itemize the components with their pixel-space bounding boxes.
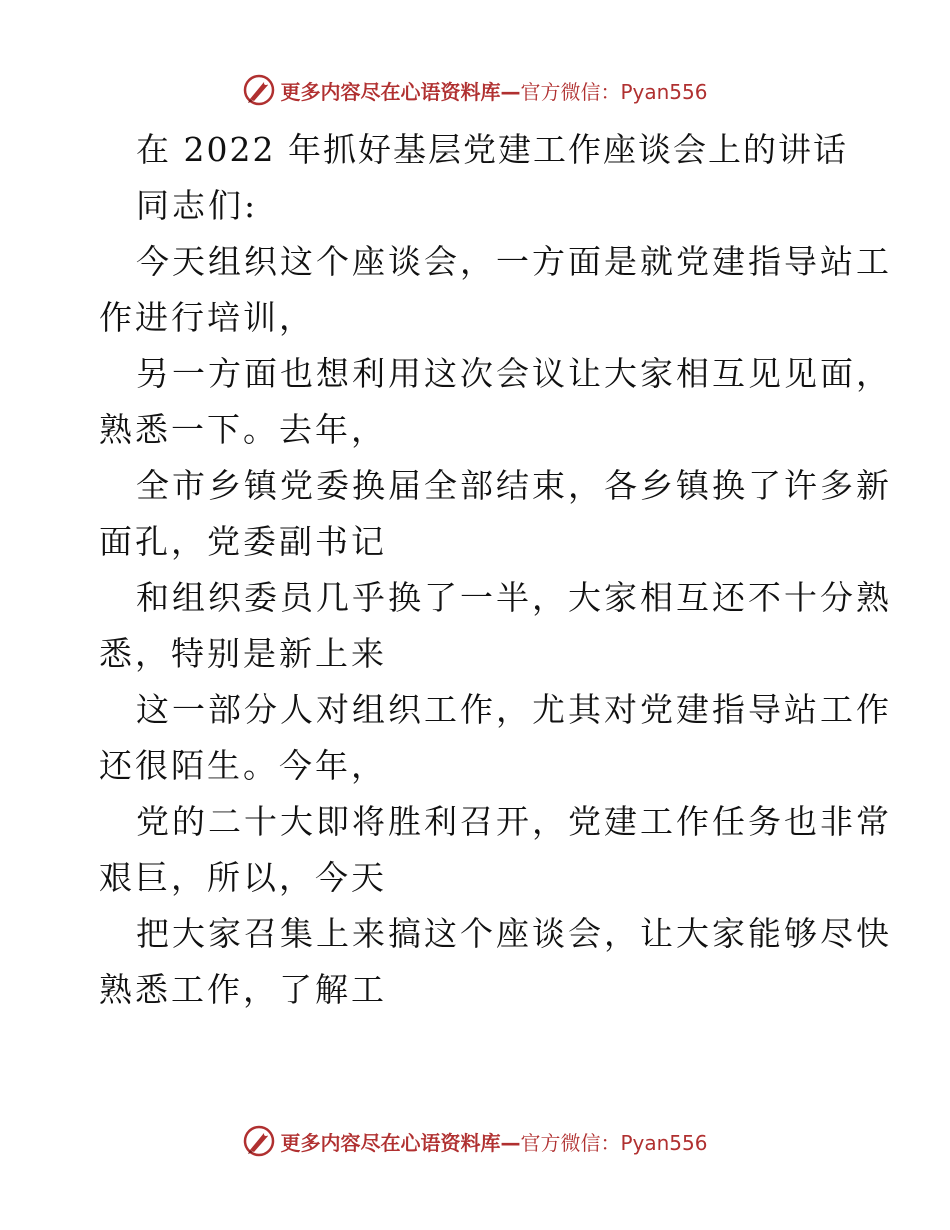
salutation: 同志们: (136, 186, 259, 225)
header-banner (0, 72, 950, 108)
banner-text: 更多内容尽在心语资料库—官方微信：Pyan556 (280, 79, 708, 104)
paragraph-line: 把大家召集上来搞这个座谈会，让大家能够尽快 (136, 914, 892, 953)
paragraph-line: 熟悉一下。去年， (99, 410, 387, 449)
paragraph-line: 还很陌生。今年， (99, 746, 387, 785)
paragraph-line: 面孔，党委副书记 (99, 522, 387, 561)
paragraph-line: 作进行培训， (99, 298, 315, 337)
document-body (99, 122, 892, 1018)
paragraph-line: 全市乡镇党委换届全部结束，各乡镇换了许多新 (136, 466, 892, 505)
document-title: 在 2022 年抓好基层党建工作座谈会上的讲话 (136, 130, 848, 169)
banner-wechat: 官方微信：Pyan556 (520, 79, 708, 104)
pen-logo-icon (242, 73, 276, 107)
paragraph-line: 熟悉工作，了解工 (99, 970, 387, 1009)
banner-wechat: 官方微信：Pyan556 (520, 1130, 708, 1155)
paragraph-line: 另一方面也想利用这次会议让大家相互见见面， (136, 354, 892, 393)
pen-logo-icon (242, 1124, 276, 1158)
paragraph-line: 艰巨，所以，今天 (99, 858, 387, 897)
paragraph-line: 这一部分人对组织工作，尤其对党建指导站工作 (136, 690, 892, 729)
footer-banner (0, 1123, 950, 1159)
paragraph-line: 今天组织这个座谈会，一方面是就党建指导站工 (136, 242, 892, 281)
paragraph-line: 和组织委员几乎换了一半，大家相互还不十分熟 (136, 578, 892, 617)
banner-text: 更多内容尽在心语资料库—官方微信：Pyan556 (280, 1130, 708, 1155)
paragraph-line: 悉，特别是新上来 (99, 634, 387, 673)
paragraph-line: 党的二十大即将胜利召开，党建工作任务也非常 (136, 802, 892, 841)
